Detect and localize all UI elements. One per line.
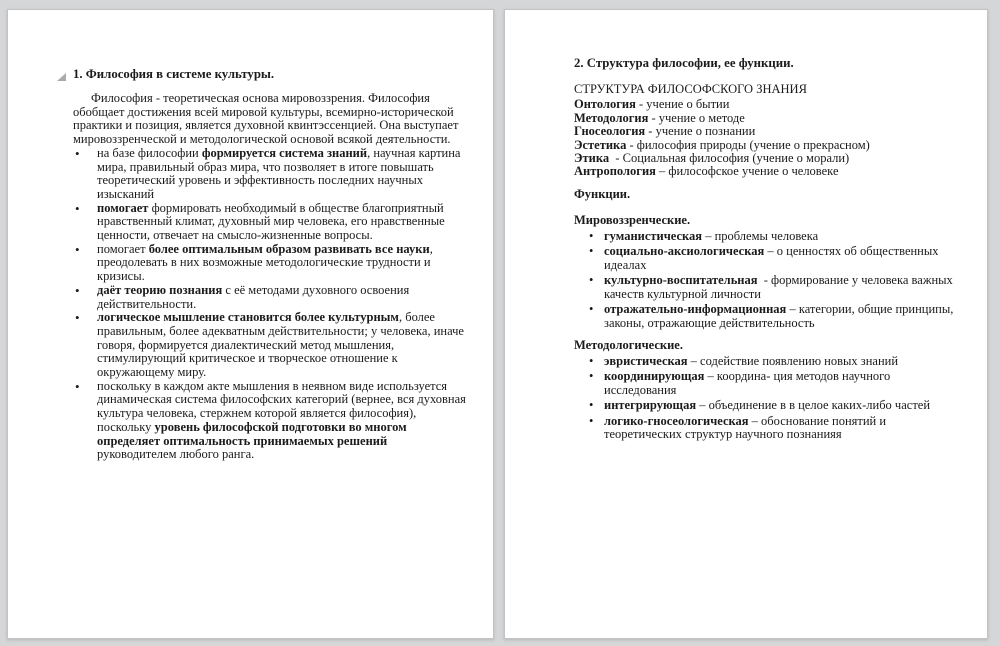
bullet-item[interactable]: • эвристическая – содействие появлению новых знаний bbox=[574, 355, 963, 368]
bullet-item[interactable]: • гуманистическая – проблемы человека bbox=[574, 230, 963, 243]
structure-item[interactable]: Гносеология - учение о познании bbox=[574, 124, 756, 139]
structure-item[interactable]: Онтология - учение о бытии bbox=[574, 97, 730, 112]
bullet-item[interactable]: • логико-гносеологическая – обоснование понятий и теоретических структур научного познанияя bbox=[574, 415, 963, 442]
group-title-worldview[interactable]: Мировоззренческие. bbox=[574, 213, 691, 228]
bullet-item[interactable]: • помогает формировать необходимый в обществе благоприятный нравственный климат, духовный мир человека, его нравственные ценности, отвечает на смысло-жизненные вопросы. bbox=[73, 202, 467, 243]
structure-item[interactable]: Методология - учение о методе bbox=[574, 110, 745, 125]
structure-item[interactable]: Этика - Социальная философия (учение о морали) bbox=[574, 151, 850, 166]
bullet-item[interactable]: • логическое мышление становится более культурным, более правильным, более адекватным действительности; у человека, иначе говоря, формируется диалектический метод мышления, стимулирующий критическое и творческое отношение к окружающему миру. bbox=[73, 311, 467, 380]
methodological-bullet-list bbox=[574, 355, 963, 442]
bullet-item[interactable]: • интегрирующая – объединение в в целое каких-либо частей bbox=[574, 399, 963, 412]
bullet-item[interactable]: • на базе философии формируется система знаний, научная картина мира, правильный образ мира, что позволяет в итоге повышать теоретический уровень и эффективность последних научных изысканий bbox=[73, 147, 467, 202]
bullet-item[interactable]: • координирующая – координа- ция методов научного исследования bbox=[574, 370, 963, 397]
page1-heading[interactable]: 1. Философия в системе культуры. bbox=[73, 67, 275, 81]
bullet-item[interactable]: • социально-аксиологическая – о ценностях об общественных идеалах bbox=[574, 245, 963, 272]
structure-title[interactable]: СТРУКТУРА ФИЛОСОФСКОГО ЗНАНИЯ bbox=[574, 82, 807, 96]
bullet-item[interactable]: • поскольку в каждом акте мышления в неявном виде используется динамическая система философских категорий (вернее, вся духовная культура человека, стержнем которой является философия), поскольку уровень философской подготовки во многом определяет оптимальность принимаемых решений руководителем любого ранга. bbox=[73, 380, 467, 462]
page1-bullet-list bbox=[73, 147, 467, 462]
page1-intro-paragraph[interactable]: Философия - теоретическая основа мировоззрения. Философия обобщает достижения всей мировой культуры, всемирно-исторической практики и позиция, является духовной квинтэссенцией. Она выступает мировоззренческой и методологической основой всякой деятельности. bbox=[73, 91, 459, 147]
page2-heading[interactable]: 2. Структура философии, ее функции. bbox=[574, 56, 794, 70]
bullet-item[interactable]: • даёт теорию познания с её методами духовного освоения действительности. bbox=[73, 284, 467, 311]
structure-list bbox=[574, 98, 963, 178]
page-1[interactable] bbox=[7, 9, 494, 639]
worldview-bullet-list bbox=[574, 230, 963, 330]
bullet-item[interactable]: • культурно-воспитательная - формирование у человека важных качеств культурной личности bbox=[574, 274, 963, 301]
page-2[interactable] bbox=[504, 9, 988, 639]
structure-item[interactable]: Антропология – философское учение о человеке bbox=[574, 164, 839, 179]
heading-collapse-icon[interactable] bbox=[57, 73, 66, 81]
structure-item[interactable]: Эстетика - философия природы (учение о прекрасном) bbox=[574, 137, 870, 152]
bullet-item[interactable]: • отражательно-информационная – категории, общие принципы, законы, отражающие действительность bbox=[574, 303, 963, 330]
functions-title[interactable]: Функции. bbox=[574, 186, 631, 201]
bullet-item[interactable]: • помогает более оптимальным образом развивать все науки, преодолевать в них возможные методологические трудности и кризисы. bbox=[73, 243, 467, 284]
group-title-methodological[interactable]: Методологические. bbox=[574, 338, 683, 353]
